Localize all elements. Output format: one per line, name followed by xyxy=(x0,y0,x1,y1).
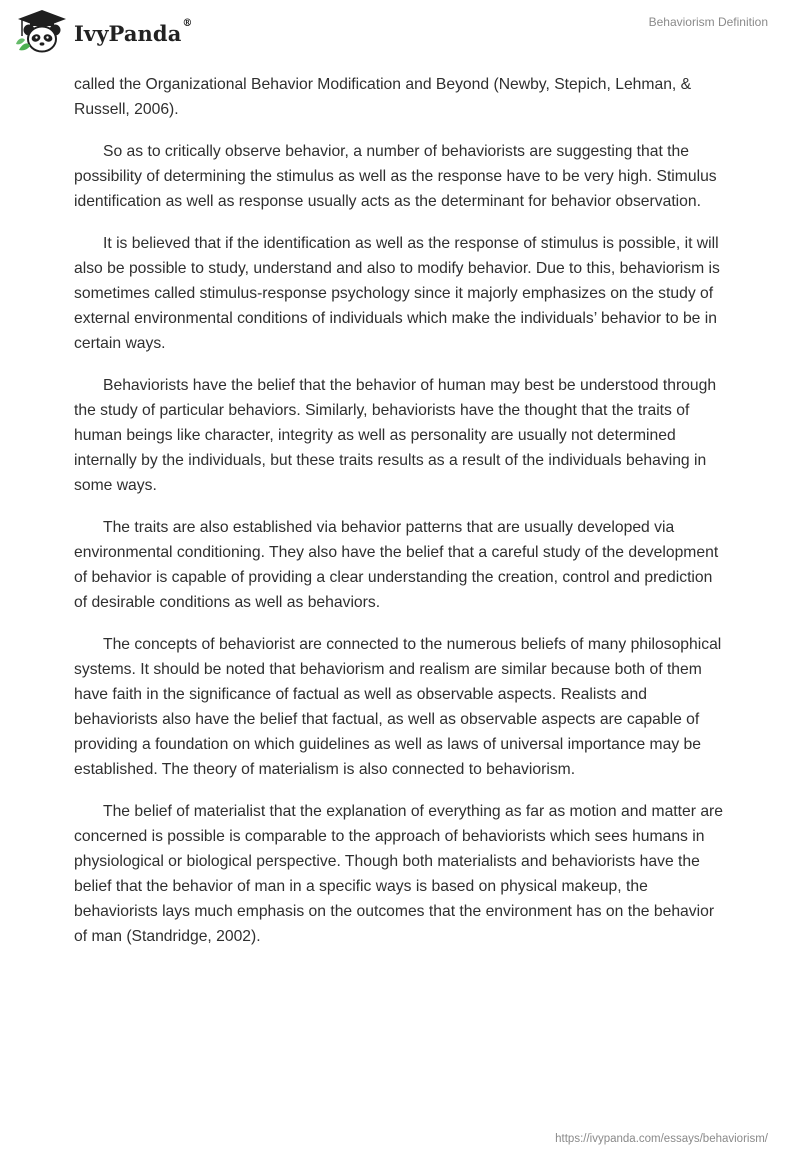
ivypanda-logo[interactable] xyxy=(14,8,193,56)
page-header xyxy=(0,0,800,70)
paragraph-4: Behaviorists have the belief that the behavior of human may best be understood through the study of particular behaviors. Similarly, behaviorists have the thought that the traits of human beings like character, integrity as well as personality are usually not determined internally by the individuals, but these traits results as a result of the individuals behaving in some ways. xyxy=(74,377,717,494)
paragraph-5: The traits are also established via behavior patterns that are usually developed via environmental conditioning. They also have the belief that a careful study of the development of behavior is capable of providing a clear understanding the creation, control and prediction of desirable conditions as well as behaviors. xyxy=(74,519,719,611)
panda-graduate-icon xyxy=(14,8,70,56)
paragraph-6: The concepts of behaviorist are connected to the numerous beliefs of many philosophical systems. It should be noted that behaviorism and realism are similar because both of them have faith in the significance of factual as well as observable aspects. Realists and behaviorists also have the belief that factual, as well as observable aspects are capable of providing a foundation on which guidelines as well as laws of universal importance may be established. The theory of materialism is also connected to behaviorism. xyxy=(74,636,722,778)
paragraph-3: It is believed that if the identification as well as the response of stimulus is possible, it will also be possible to study, understand and also to modify behavior. Due to this, behaviorism is sometimes called stimulus-response psychology since it majorly emphasizes on the study of external environmental conditions of individuals which make the individuals’ behavior to be in certain ways. xyxy=(74,235,720,352)
paragraph-2: So as to critically observe behavior, a number of behaviorists are suggesting that the possibility of determining the stimulus as well as the response have to be very high. Stimulus identification as well as response usually acts as the determinant for behavior observation. xyxy=(74,143,717,210)
document-title: Behaviorism Definition xyxy=(648,15,768,29)
source-url-link[interactable]: https://ivypanda.com/essays/behaviorism/ xyxy=(555,1133,768,1145)
paragraph-1: called the Organizational Behavior Modification and Beyond (Newby, Stepich, Lehman, & Russell, 2006). xyxy=(74,76,692,118)
essay-body xyxy=(74,72,726,966)
registered-mark: ® xyxy=(182,17,193,29)
paragraph-7: The belief of materialist that the explanation of everything as far as motion and matter are concerned is possible is comparable to the approach of behaviorists which sees humans in physiological or biological perspective. Though both materialists and behaviorists have the belief that the behavior of man in a specific ways is based on physical makeup, the behaviorists lays much emphasis on the outcomes that the environment has on the behavior of man (Standridge, 2002). xyxy=(74,803,723,945)
brand-name: IvyPanda® xyxy=(74,17,193,46)
